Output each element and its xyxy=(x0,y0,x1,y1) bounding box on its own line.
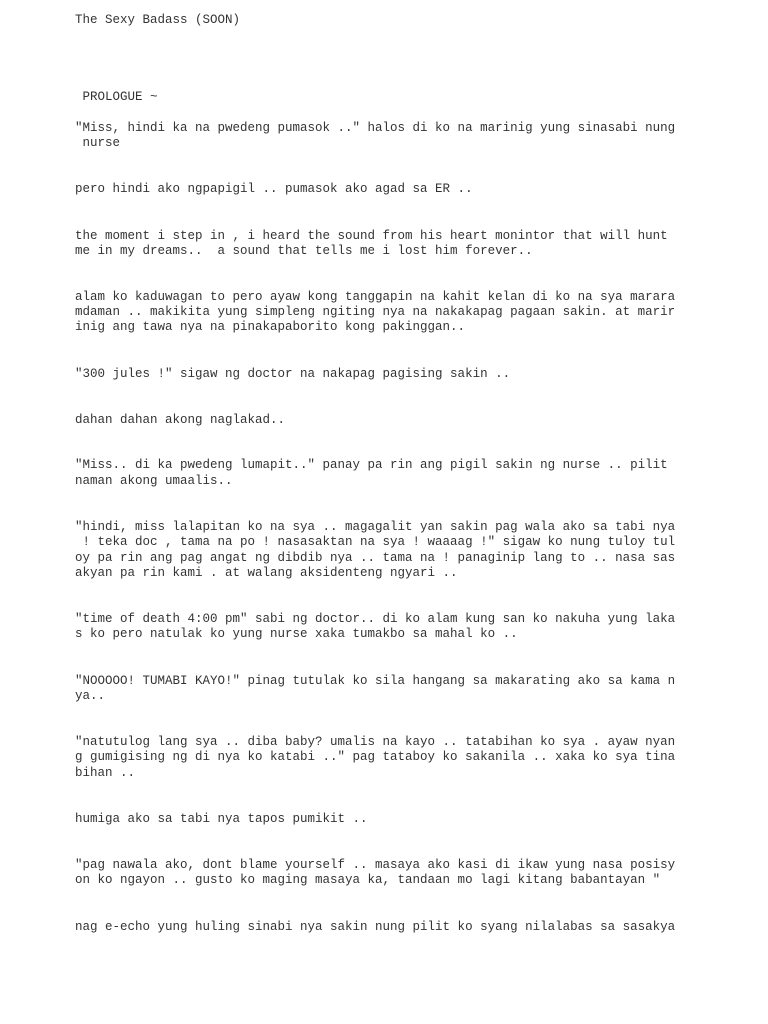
paragraph-line: "pag nawala ako, dont blame yourself .. masaya ako kasi di ikaw yung nasa posisy xyxy=(75,858,676,872)
paragraph-line: the moment i step in , i heard the sound from his heart monintor that will hunt xyxy=(75,229,668,243)
paragraph-line: "hindi, miss lalapitan ko na sya .. magagalit yan sakin pag wala ako sa tabi nya xyxy=(75,520,676,534)
paragraph-line: "time of death 4:00 pm" sabi ng doctor.. di ko alam kung san ko nakuha yung laka xyxy=(75,612,676,626)
paragraph-line: inig ang tawa nya na pinakapaborito kong pakinggan.. xyxy=(75,320,466,334)
paragraph-line: pero hindi ako ngpapigil .. pumasok ako agad sa ER .. xyxy=(75,182,473,196)
paragraph-line: nag e-echo yung huling sinabi nya sakin nung pilit ko syang nilalabas sa sasakya xyxy=(75,920,676,934)
paragraph-line: me in my dreams.. a sound that tells me i lost him forever.. xyxy=(75,244,533,258)
paragraph-line: "Miss, hindi ka na pwedeng pumasok .." halos di ko na marinig yung sinasabi nung xyxy=(75,121,676,135)
paragraph-line: akyan pa rin kami . at walang aksidenteng ngyari .. xyxy=(75,566,458,580)
prologue-heading: PROLOGUE ~ xyxy=(75,90,158,104)
paragraph-line: naman akong umaalis.. xyxy=(75,474,233,488)
paragraph-line: nurse xyxy=(75,136,121,150)
paragraph-line: on ko ngayon .. gusto ko maging masaya ka, tandaan mo lagi kitang babantayan " xyxy=(75,873,661,887)
paragraph-line: "NOOOOO! TUMABI KAYO!" pinag tutulak ko sila hangang sa makarating ako sa kama n xyxy=(75,674,676,688)
paragraph-line: humiga ako sa tabi nya tapos pumikit .. xyxy=(75,812,368,826)
paragraph-line: "300 jules !" sigaw ng doctor na nakapag pagising sakin .. xyxy=(75,367,511,381)
paragraph-line: bihan .. xyxy=(75,766,136,780)
paragraph-line: dahan dahan akong naglakad.. xyxy=(75,413,286,427)
paragraph-line: oy pa rin ang pag angat ng dibdib nya .. tama na ! panaginip lang to .. nasa sas xyxy=(75,551,676,565)
paragraph-line: ! teka doc , tama na po ! nasasaktan na sya ! waaaag !" sigaw ko nung tuloy tul xyxy=(75,535,676,549)
paragraph-line: s ko pero natulak ko yung nurse xaka tumakbo sa mahal ko .. xyxy=(75,627,518,641)
paragraph-line: g gumigising ng di nya ko katabi .." pag tataboy ko sakanila .. xaka ko sya tina xyxy=(75,750,676,764)
paragraph-line: "natutulog lang sya .. diba baby? umalis na kayo .. tatabihan ko sya . ayaw nyan xyxy=(75,735,676,749)
paragraph-line: ya.. xyxy=(75,689,106,703)
paragraph-line: mdaman .. makikita yung simpleng ngiting nya na nakakapag pagaan sakin. at marir xyxy=(75,305,676,319)
paragraph-line: "Miss.. di ka pwedeng lumapit.." panay pa rin ang pigil sakin ng nurse .. pilit xyxy=(75,458,668,472)
paragraph-line: alam ko kaduwagan to pero ayaw kong tanggapin na kahit kelan di ko na sya marara xyxy=(75,290,676,304)
document-title: The Sexy Badass (SOON) xyxy=(75,13,241,27)
